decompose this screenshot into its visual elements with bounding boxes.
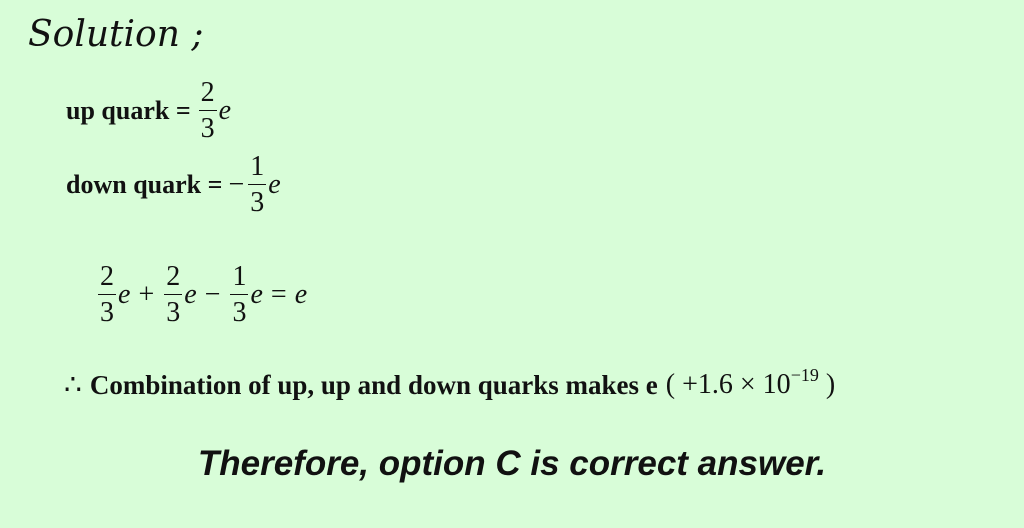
fraction-denominator: 3: [166, 297, 181, 328]
fraction-numerator: 2: [100, 261, 114, 292]
fraction-bar: [248, 184, 266, 185]
fraction-denominator: 3: [200, 113, 215, 144]
fraction-denominator: 3: [232, 297, 247, 328]
down-quark-fraction: [248, 152, 266, 218]
term2-variable: e: [184, 279, 197, 310]
sum-equation: [96, 262, 307, 328]
fraction-bar: [98, 294, 116, 295]
up-quark-line: [66, 78, 231, 144]
answer-statement: Therefore, option C is correct answer.: [197, 444, 827, 483]
minus-operator: −: [204, 279, 221, 310]
fraction-bar: [230, 294, 248, 295]
fraction-numerator: 2: [166, 261, 181, 292]
charge-value-prefix: +1.6 × 10: [682, 369, 791, 400]
charge-value: [665, 365, 836, 401]
plus-operator: +: [138, 279, 155, 310]
term3-fraction: [230, 262, 248, 328]
solution-heading: Solution ;: [28, 14, 204, 55]
minus-sign: −: [228, 169, 245, 200]
down-quark-line: [66, 152, 281, 218]
charge-variable: e: [268, 169, 281, 200]
close-paren: ): [825, 369, 836, 400]
down-quark-label: down quark =: [66, 170, 223, 199]
charge-exponent: −19: [790, 365, 819, 385]
fraction-bar: [164, 294, 182, 295]
up-quark-fraction: [199, 78, 217, 144]
fraction-numerator: 2: [200, 77, 215, 108]
therefore-symbol: ∴: [64, 370, 82, 401]
term3-variable: e: [250, 279, 263, 310]
charge-variable: e: [218, 95, 232, 126]
conclusion-text: Combination of up, up and down quarks makes e: [89, 369, 658, 400]
conclusion-line: [64, 365, 836, 402]
term1-fraction: [98, 262, 116, 328]
result-variable: e: [294, 279, 308, 310]
open-paren: (: [665, 369, 676, 400]
term1-variable: e: [118, 279, 131, 310]
fraction-bar: [199, 110, 217, 111]
equals-operator: =: [270, 279, 287, 310]
fraction-numerator: 1: [232, 261, 247, 292]
fraction-numerator: 1: [250, 151, 265, 182]
term2-fraction: [164, 262, 182, 328]
fraction-denominator: 3: [100, 297, 114, 328]
up-quark-label: up quark =: [66, 96, 191, 125]
fraction-denominator: 3: [250, 187, 265, 218]
